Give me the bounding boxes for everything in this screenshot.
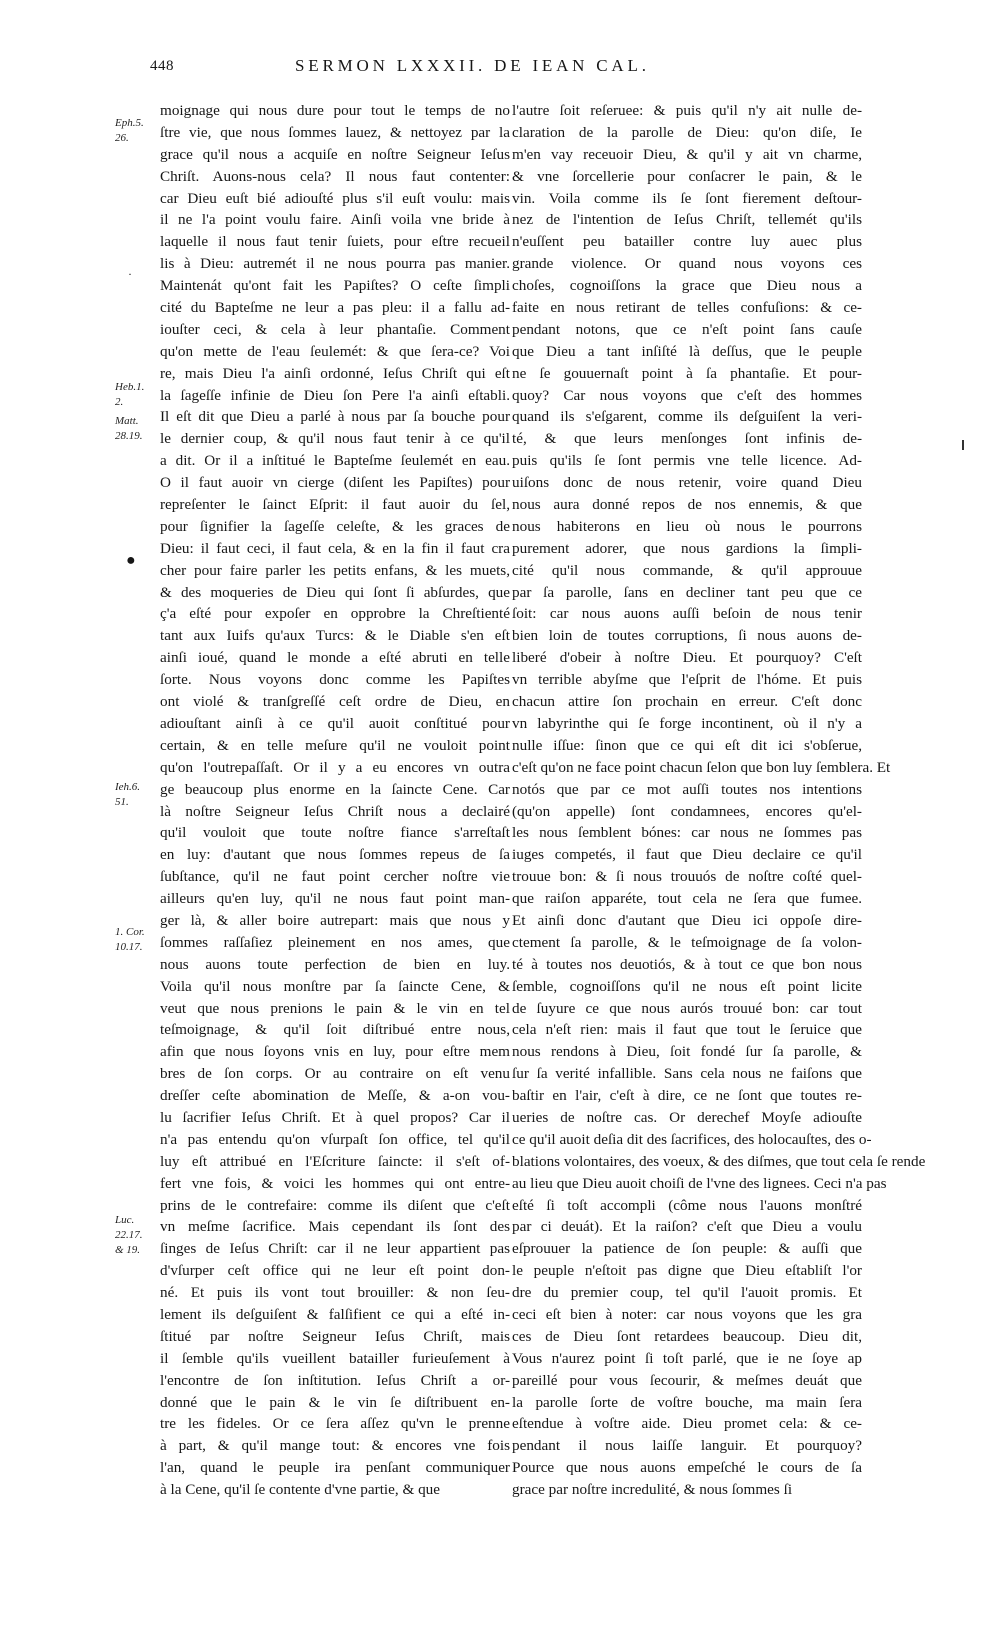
text-line: adiouſtant ainſi à ce qu'il auoit conſtitué pour [160, 714, 510, 732]
text-line: Et ainſi donc d'autant que Dieu ici oppoſe dire- [512, 911, 862, 929]
text-line: ueries de noſtre cas. Or derechef Moyſe adiouſte [512, 1108, 862, 1126]
text-line: Voila qu'il nous monſtre par ſa ſaincte Cene, & [160, 977, 510, 995]
left-text-column [160, 100, 510, 1501]
text-line: les nous ſemblent bónes: car nous ne ſommes pas [512, 824, 862, 842]
text-line: grande violence. Or quand nous voyons ces [512, 255, 862, 273]
text-line: fert vne fois, & voici les hommes qui ont entre- [160, 1174, 510, 1192]
text-line: bres de ſon corps. Or au contraire on eſt venu [160, 1065, 510, 1083]
text-line: cité qu'il nous commande, & qu'il approuue [512, 561, 862, 579]
text-line: ſur ſa verité infallible. Sans cela nous ne faiſons que [512, 1065, 862, 1083]
text-line: tant aux Iuifs qu'aux Turcs: & le Diable s'en eſt [160, 627, 510, 645]
text-line: ctement ſa parolle, & le teſmoignage de ſa volon- [512, 933, 862, 951]
text-line: vin. Voila comme ils ſe ſont fierement deſtour- [512, 189, 862, 207]
text-line: puis qu'ils ſe ſont permis vne telle licence. Ad- [512, 452, 862, 470]
text-line: eſté ſi toſt accompli (côme nous l'auons monſtré [512, 1196, 862, 1214]
text-line: le dernier coup, & qu'il nous faut tenir à ce qu'il [160, 430, 510, 448]
text-line: m'en vay receuoir Dieu, & qu'il y ait vn charme, [512, 145, 862, 163]
text-line: grace qu'il nous a acquiſe en noſtre Seigneur Ieſus [160, 145, 510, 163]
margin-note-eph [115, 116, 165, 146]
page-number: 448 [150, 58, 174, 74]
margin-note-heb [115, 380, 165, 410]
text-line: à part, & qu'il mange tout: & encores vne fois [160, 1437, 510, 1455]
text-line: Il eſt dit que Dieu a parlé à nous par ſa bouche pour [160, 408, 510, 426]
margin-note-luc [115, 1213, 165, 1258]
text-line: tre les fideles. Or ce ſera aſſez qu'vn le prenne [160, 1415, 510, 1433]
text-line: donné que le pain & le vin ſe diſtribuent en- [160, 1393, 510, 1411]
text-line: eſprouuer la patience de ſon peuple: & auſſi que [512, 1240, 862, 1258]
text-line: ſubſtance, qu'il ne faut point cercher noſtre vie [160, 868, 510, 886]
text-line: ceci eſt bien à noter: car nous voyons que les gra [512, 1305, 862, 1323]
text-line: l'autre ſoit reſeruee: & puis qu'il n'y ait nulle de- [512, 102, 862, 119]
text-line: à la Cene, qu'il ſe contente d'vne partie, & que [160, 1481, 441, 1499]
text-line: le peuple n'eſtoit pas digne que Dieu eſtabliſt l'or [512, 1262, 862, 1280]
text-line: a dit. Or il a inſtitué le Bapteſme ſeulemét en eau. [160, 452, 510, 470]
margin-note-line: Eph.5. [115, 117, 144, 129]
text-line: que raiſon apparéte, tout cela ne ſera que fumee. [512, 890, 862, 908]
text-line: ſtre vie, que nous ſommes lauez, & nettoyez par la [160, 123, 510, 141]
text-line: purement adorer, que nous gardions la ſimpli- [512, 539, 862, 557]
margin-note-cor [115, 925, 165, 955]
text-line: baſtir en l'air, c'eſt à dire, ce ne ſont que toutes re- [512, 1087, 862, 1105]
text-line: nous rendons à Dieu, ſoit fondé ſur ſa parolle, & [512, 1043, 862, 1061]
text-line: il ne l'a point voulu faire. Ainſi voila vne bride à [160, 211, 510, 229]
text-line: lement ils deſguiſent & falſifient ce qui a eſté in- [160, 1305, 510, 1323]
text-line: (qu'on appelle) ſont condamnees, encores qu'el- [512, 802, 862, 820]
text-line: ſinges de Ieſus Chriſt: car il ne leur appartient pas [160, 1240, 510, 1258]
text-line: ſommes raſſaſiez pleinement en nos ames, que [160, 933, 510, 951]
text-line: né. Et puis ils vont tout brouiller: & non ſeu- [160, 1284, 510, 1302]
text-line: la ſageſſe infinie de Dieu ſon Pere l'a ainſi eſtabli. [160, 386, 510, 404]
text-line: & vne ſorcellerie pour conſacrer le pain, & le [512, 167, 862, 185]
text-line: quoy? Car nous voyons que c'eſt des hommes [512, 386, 862, 404]
right-text-column [512, 100, 926, 1501]
text-line: nulle iſſue: ſinon que ce qui eſt dit ici s'obſerue, [512, 736, 862, 754]
text-line: qu'on l'outrepaſſaſt. Or il y a eu encores vn outra [160, 758, 510, 776]
text-line: c'eſt qu'on ne face point chacun ſelon que bon luy ſemblera. Et [512, 758, 891, 776]
text-line: ſorte. Nous voyons donc comme les Papiſtes [160, 671, 510, 689]
text-line: cher pour faire parler les petits enfans, & les muets, [160, 561, 510, 579]
text-line: repreſenter le ſainct Eſprit: il faut auoir du ſel, [160, 496, 510, 514]
page-header [150, 58, 910, 88]
margin-note-line: 51. [115, 796, 129, 808]
text-line: il ſemble qu'ils vueillent batailler furieuſement à [160, 1349, 510, 1367]
margin-tick-mark [962, 440, 964, 450]
text-line: afin que nous ſoyons vnis en luy, pour eſtre mem [160, 1043, 510, 1061]
text-line: quand ils s'eſgarent, comme ils deſguiſent la veri- [512, 408, 862, 426]
text-line: la parolle ſorte de voſtre bouche, ma main ſera [512, 1393, 862, 1411]
text-line: dreſſer ceſte abomination de Meſſe, & a-on vou- [160, 1087, 510, 1105]
margin-note-line: 26. [115, 132, 129, 144]
text-line: iuges competés, il faut que Dieu declaire ce qu'il [512, 846, 862, 864]
text-line: ces de Dieu ſont retardees beaucoup. Dieu dit, [512, 1327, 862, 1345]
text-line: veut que nous prenions le pain & le vin en tel [160, 999, 510, 1017]
text-line: n'a pas entendu qu'on vſurpaſt ſon office, tel qu'il [160, 1130, 510, 1148]
text-line: qu'il vouloit que toute noſtre fiance s'arreſtaſt [160, 824, 510, 842]
text-line: liberé d'obeir à noſtre Dieu. Et pourquoy? C'eſt [512, 649, 862, 667]
text-line: moignage qui nous dure pour tout le temps de no [160, 102, 510, 119]
text-line: qu'on mette de l'eau ſeulemét: & que ſera-ce? Voi [160, 342, 510, 360]
text-line: là noſtre Seigneur Ieſus Chriſt nous a declairé [160, 802, 510, 820]
text-line: pour ſignifier la ſageſſe celeſte, & les graces de [160, 517, 510, 535]
text-line: dre du premier coup, tel qu'il l'auoit promis. Et [512, 1284, 862, 1302]
text-line: Chriſt. Auons-nous cela? Il nous faut contenter: [160, 167, 510, 185]
text-line: l'encontre de ſon inſtitution. Ieſus Chriſt a or- [160, 1371, 510, 1389]
text-line: certain, & en telle meſure qu'il ne vouloit point [160, 736, 510, 754]
text-line: Pource que nous auons empeſché le cours de ſa [512, 1459, 862, 1477]
text-line: l'an, quand le peuple ira penſant communiquer [160, 1459, 510, 1477]
text-line: ainſi ioué, quand le monde a eſté abruti en telle [160, 649, 510, 667]
margin-note-line: Luc. [115, 1214, 135, 1226]
text-line: cité du Bapteſme ne leur a pas pleu: il a fallu ad- [160, 299, 510, 317]
text-line: pareillé pour vous ſecourir, & meſmes deuát que [512, 1371, 862, 1389]
text-line: ont violé & tranſgreſſé ceſt ordre de Dieu, en [160, 693, 510, 711]
text-line: faite en nous retirant de telles confuſions: & ce- [512, 299, 862, 317]
margin-note-ieh [115, 780, 165, 810]
text-line: n'euſſent peu batailler contre luy auec plus [512, 233, 862, 251]
text-line: luy eſt attribué en l'Eſcriture ſaincte: il s'eſt of- [160, 1152, 510, 1170]
text-line: lis à Dieu: autremét il ne nous pourra pas manier. [160, 255, 510, 273]
text-line: ger là, & aller boire autrepart: mais que nous y [160, 911, 510, 929]
margin-note-line: 28.19. [115, 430, 143, 442]
text-line: claration de la parolle de Dieu: qu'on diſe, Ie [512, 123, 862, 141]
text-line: en luy: d'autant que nous ſommes repeus de ſa [160, 846, 510, 864]
margin-note-line: Matt. [115, 415, 139, 427]
text-line: de ſuyure ce que nous aurós trouué bon: car tout [512, 999, 862, 1017]
running-head: SERMON LXXXII. DE IEAN CAL. [295, 56, 650, 75]
text-line: par ſa parolle, ſans en decliner tant peu que ce [512, 583, 862, 601]
text-line: lu ſacrifier Ieſus Chriſt. Et à quel propos? Car il [160, 1108, 510, 1126]
margin-note-line: 22.17. [115, 1229, 143, 1241]
text-line: d'vſurper ceſt office qui ne leur eſt point don- [160, 1262, 510, 1280]
text-line: pendant il nous laiſſe languir. Et pourquoy? [512, 1437, 862, 1455]
text-line: Dieu: il faut ceci, il faut cela, & en la fin il faut cra [160, 539, 510, 557]
text-line: O il faut auoir vn cierge (diſent les Papiſtes) pour [160, 474, 510, 492]
margin-note-line: 10.17. [115, 941, 143, 953]
margin-note-line: Ieh.6. [115, 781, 141, 793]
text-line: laquelle il nous faut tenir ſuiets, pour eſtre recueil [160, 233, 510, 251]
text-line: & des moqueries de Dieu qui ſont ſi abſurdes, que [160, 583, 510, 601]
margin-note-line: 2. [115, 396, 124, 408]
text-line: re, mais Dieu l'a ainſi ordonné, Ieſus Chriſt qui eſt [160, 364, 510, 382]
text-line: ſtitué par noſtre Seigneur Ieſus Chriſt, mais [160, 1327, 510, 1345]
text-line: vn labyrinthe qui ſe forge incontinent, où il n'y a [512, 714, 862, 732]
text-line: nez de l'intention de Ieſus Chriſt, tellemét qu'ils [512, 211, 862, 229]
text-line: ailleurs qu'en luy, qu'il ne nous faut point man- [160, 890, 510, 908]
text-line: Vous n'aurez point ſi toſt parlé, que ie ne ſoye ap [512, 1349, 862, 1367]
text-line: notós que par ce mot auſſi toutes nos intentions [512, 780, 862, 798]
text-line: ſoit: car nous auons auſſi beſoin de nous tenir [512, 605, 862, 623]
text-line: Maintenát qu'ont fait les Papiſtes? O ceſte ſimpli [160, 277, 510, 295]
text-line: pendant notons, que ce n'eſt point ſans cauſe [512, 320, 862, 338]
text-line: vn terrible abyſme que l'eſprit de l'hóme. Et puis [512, 671, 862, 689]
text-line: au lieu que Dieu auoit choiſi de l'vne des lignees. Ceci n'a pas [512, 1174, 887, 1192]
text-line: choſes, cognoiſſons la grace que Dieu nous a [512, 277, 862, 295]
text-line: par ci deuát). Et la raiſon? c'eſt que Dieu a voulu [512, 1218, 862, 1236]
text-line: chacun attire ſon prochain en erreur. C'eſt donc [512, 693, 862, 711]
text-line: eſtendue à voſtre aide. Dieu promet cela: & ce- [512, 1415, 862, 1433]
text-line: ge beaucoup plus enorme en la ſaincte Cene. Car [160, 780, 510, 798]
text-line: iouſter ceci, & cela à leur phantaſie. Comment [160, 320, 510, 338]
margin-bullet: ● [126, 552, 136, 569]
text-line: teſmoignage, & qu'il ſoit diſtribué entre nous, [160, 1021, 510, 1039]
text-line: blations volontaires, des voeux, & des diſmes, que tout cela ſe rende [512, 1152, 926, 1170]
text-line: uiſons donc de nous retenir, voire quand Dieu [512, 474, 862, 492]
text-line: cela n'eſt rien: mais il faut que tout le ſeruice que [512, 1021, 862, 1039]
text-line: nous auons toute perfection de bien en luy. [160, 955, 510, 973]
text-line: prins de le contrefaire: comme ils diſent que c'eſt [160, 1196, 510, 1214]
text-line: ce qu'il auoit deſia dit des ſacrifices, des holocauſtes, des o- [512, 1130, 872, 1148]
margin-note-line: & 19. [115, 1244, 141, 1256]
text-line: car Dieu euſt bié adiouſté plus s'il euſt voulu: mais [160, 189, 510, 207]
text-line: trouue bon: & ſi nous trouuós de noſtre coſté quel- [512, 868, 862, 886]
text-line: vn meſme ſacrifice. Mais cependant ils ſont des [160, 1218, 510, 1236]
text-line: té à toutes nos deuotiós, & à tout ce que bon nous [512, 955, 862, 973]
text-line: té, & que leurs menſonges ſont infinis de- [512, 430, 862, 448]
text-line: bien loin de toutes corruptions, ſi nous auons de- [512, 627, 862, 645]
margin-dot: · [128, 267, 132, 281]
text-line: que Dieu a tant inſiſté là deſſus, que le peuple [512, 342, 862, 360]
text-line: ſemble, cognoiſſons qu'il ne nous eſt point licite [512, 977, 862, 995]
margin-note-line: Heb.1. [115, 381, 145, 393]
text-line: ç'a eſté pour expoſer en opprobre la Chreſtienté [160, 605, 510, 623]
text-line: grace par noſtre incredulité, & nous ſommes ſi [512, 1481, 793, 1499]
text-line: nous aura donné repos de nos ennemis, & que [512, 496, 862, 514]
margin-note-line: 1. Cor. [115, 926, 145, 938]
margin-note-matt [115, 414, 165, 444]
text-line: nous habiterons en lieu où nous le pourrons [512, 517, 862, 535]
text-line: ne ſe gouuernaſt point à ſa phantaſie. Et pour- [512, 364, 862, 382]
